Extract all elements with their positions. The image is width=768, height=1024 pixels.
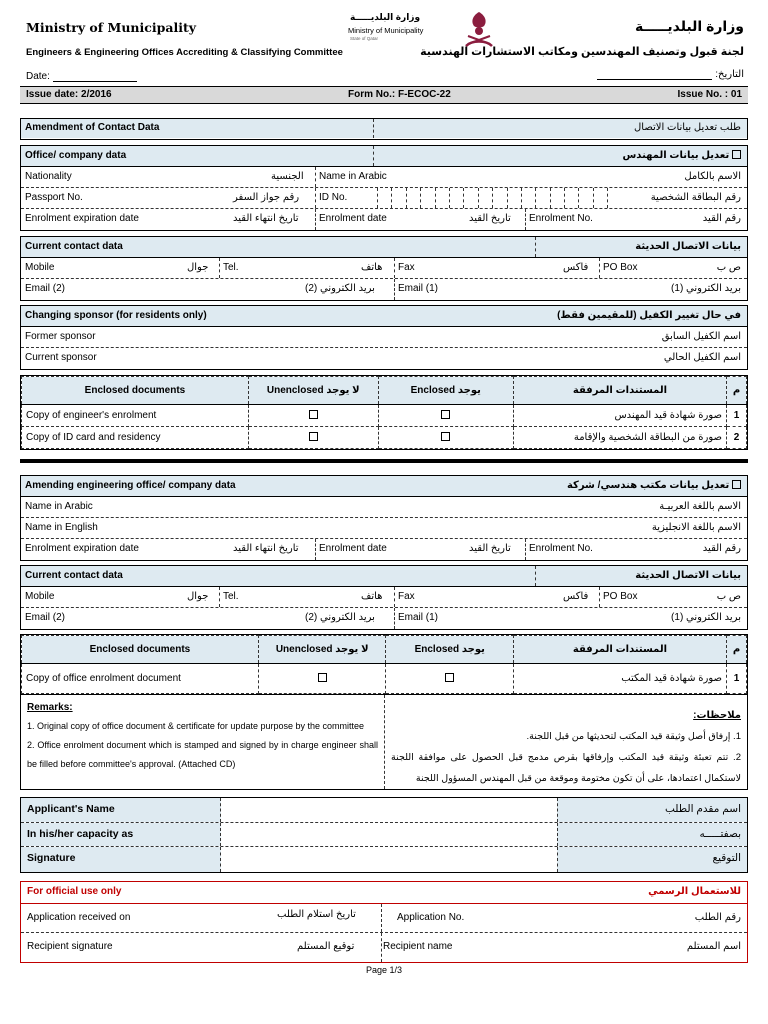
- remark-item-2-ar: 2. تتم تعبئة وثيقة قيد المكتب وإرفاقها بقرص مدمج قبل الحصول على موافقة اللجنة لاستكمال اعتمادها، على أن تكون مختومة وموقعة من قبل المهندس المسؤول اللجنة: [391, 752, 741, 784]
- received-on-label-ar: تاريخ استلام الطلب: [277, 909, 356, 920]
- application-no-label-ar: رقم الطلب: [694, 912, 741, 923]
- unenclosed-header: Unenclosed لا يوجد: [248, 377, 378, 405]
- office-expiration-label-ar: تاريخ انتهاء القيد: [233, 543, 299, 554]
- section-divider: [20, 459, 748, 463]
- nationality-label-ar: الجنسية: [271, 171, 304, 182]
- ministry-name-ar: وزارة البلديـــــة: [634, 18, 744, 34]
- committee-name-en: Engineers & Engineering Offices Accrediting & Classifying Committee: [26, 47, 343, 58]
- office-name-arabic-label-ar: الاسم باللغة العربيـة: [659, 501, 741, 512]
- office-enrolment-no-label-ar: رقم القيد: [702, 543, 741, 554]
- office-enrolment-date-label-en: Enrolment date: [319, 543, 387, 554]
- signature-label-en: Signature: [21, 847, 221, 872]
- date-input-line-ar[interactable]: [597, 70, 712, 80]
- recipient-signature-label-ar: توقيع المستلم: [297, 941, 355, 952]
- row-number: 2: [727, 427, 747, 449]
- official-title-en: For official use only: [27, 886, 122, 897]
- capacity-label-en: In his/her capacity as: [21, 823, 221, 847]
- email2-label-ar: بريد الكتروني (2): [305, 283, 375, 294]
- id-label-ar: رقم البطاقة الشخصية: [650, 192, 741, 203]
- pobox-label-en: PO Box: [603, 591, 638, 602]
- doc-name-en: Copy of engineer's enrolment: [22, 405, 249, 427]
- signature-input[interactable]: [221, 847, 557, 872]
- email1-label-ar: بريد الكتروني (1): [671, 283, 741, 294]
- remarks-ar: [385, 695, 747, 789]
- office-name-english-label-en: Name in English: [25, 522, 98, 533]
- row-number: 1: [727, 664, 747, 694]
- header-english: [26, 20, 343, 82]
- name-arabic-label-en: Name in Arabic: [319, 171, 387, 182]
- form-number: Form No.: F-ECOC-22: [348, 89, 451, 100]
- doc-name-ar: صورة من البطاقة الشخصية والإقامة: [513, 427, 726, 449]
- row-number: 1: [727, 405, 747, 427]
- current-sponsor-label-en: Current sponsor: [25, 352, 97, 363]
- enclosed-header: Enclosed يوجد: [378, 377, 513, 405]
- enclosed-docs-table-1: [20, 375, 748, 450]
- enclosed-header: Enclosed يوجد: [386, 636, 514, 664]
- enclosed-docs-table-2: [20, 634, 748, 695]
- table-row: [22, 664, 747, 694]
- amendment-title-en: Amendment of Contact Data: [25, 122, 160, 133]
- doc-name-en: Copy of office enrolment document: [22, 664, 259, 694]
- contact-title-ar: بيانات الاتصال الحديثة: [635, 241, 741, 252]
- official-use-section: [20, 881, 748, 963]
- applicant-name-input[interactable]: [221, 798, 557, 822]
- enrolment-date-label-en: Enrolment date: [319, 213, 387, 224]
- passport-label-ar: رقم جواز السفر: [233, 192, 300, 203]
- page-number: Page 1/3: [365, 965, 403, 975]
- remarks-en: [21, 695, 385, 789]
- received-on-label-en: Application received on: [27, 912, 131, 923]
- sponsor-section: [20, 305, 748, 370]
- checkbox-icon[interactable]: [732, 480, 741, 489]
- recipient-signature-label-en: Recipient signature: [27, 941, 113, 952]
- tel-label-ar: هاتف: [361, 262, 383, 273]
- contact-title-en: Current contact data: [25, 570, 123, 581]
- remark-item-1-ar: 1. إرفاق أصل وثيقة قيد المكتب لتحديثها من قبل اللجنة.: [526, 731, 741, 742]
- office-data-section: [20, 475, 748, 561]
- docs-header-ar: المستندات المرفقة: [513, 636, 726, 664]
- tel-label-ar: هاتف: [361, 591, 383, 602]
- engineer-section-title-ar: تعديل بيانات المهندس: [623, 150, 742, 161]
- table-row: [22, 427, 747, 449]
- office-section-title-ar: تعديل بيانات مكتب هندسي/ شركة: [567, 480, 741, 491]
- mobile-label-en: Mobile: [25, 591, 55, 602]
- id-digit-cells[interactable]: [377, 188, 622, 208]
- applicant-section: [20, 797, 748, 873]
- enclosed-checkbox[interactable]: [441, 432, 450, 441]
- amendment-title-box: [20, 118, 748, 140]
- unenclosed-checkbox[interactable]: [309, 432, 318, 441]
- email2-label-ar: بريد الكتروني (2): [305, 612, 375, 623]
- id-label-en: ID No.: [319, 192, 348, 203]
- nationality-label-en: Nationality: [25, 171, 72, 182]
- fax-label-ar: فاكس: [563, 591, 589, 602]
- remarks-title-ar: ملاحظات:: [693, 710, 741, 721]
- email2-label-en: Email (2): [25, 283, 66, 294]
- tel-label-en: Tel.: [223, 591, 239, 602]
- docs-header-en: Enclosed documents: [22, 377, 249, 405]
- date-field-en: [26, 71, 343, 82]
- unenclosed-checkbox[interactable]: [309, 410, 318, 419]
- email2-label-en: Email (2): [25, 612, 66, 623]
- pobox-label-ar: ص ب: [716, 262, 741, 273]
- committee-name-ar: لجنة قبول وتصنيف المهندسين ومكاتب الاستشارات الهندسية: [420, 46, 744, 58]
- former-sponsor-label-en: Former sponsor: [25, 331, 96, 342]
- number-header: م: [727, 636, 747, 664]
- contact-title-en: Current contact data: [25, 241, 123, 252]
- email1-label-en: Email (1): [398, 283, 439, 294]
- enrolment-no-label-en: Enrolment No.: [529, 213, 593, 224]
- mobile-label-en: Mobile: [25, 262, 55, 273]
- mobile-label-ar: جوال: [187, 591, 209, 602]
- remarks-section: [20, 694, 748, 790]
- logo-text-en: Ministry of Municipality: [348, 26, 424, 35]
- doc-name-en: Copy of ID card and residency: [22, 427, 249, 449]
- ministry-name-en: Ministry of Municipality: [26, 20, 196, 35]
- date-label-ar: التاريخ:: [715, 69, 744, 80]
- mobile-label-ar: جوال: [187, 262, 209, 273]
- enclosed-checkbox[interactable]: [445, 673, 454, 682]
- engineer-data-section: [20, 145, 748, 231]
- office-enrolment-no-label-en: Enrolment No.: [529, 543, 593, 554]
- engineer-section-title-en: Office/ company data: [25, 150, 127, 161]
- passport-label-en: Passport No.: [25, 192, 83, 203]
- email1-label-ar: بريد الكتروني (1): [671, 612, 741, 623]
- fax-label-ar: فاكس: [563, 262, 589, 273]
- docs-header-en: Enclosed documents: [22, 636, 259, 664]
- issue-date: Issue date: 2/2016: [26, 89, 112, 100]
- doc-name-ar: صورة شهادة قيد المهندس: [513, 405, 726, 427]
- enclosed-checkbox[interactable]: [441, 410, 450, 419]
- applicant-name-label-ar: اسم مقدم الطلب: [557, 798, 747, 822]
- office-name-arabic-label-en: Name in Arabic: [25, 501, 93, 512]
- table-row: [22, 405, 747, 427]
- unenclosed-header: Unenclosed لا يوجد: [258, 636, 386, 664]
- issue-number: Issue No. : 01: [677, 89, 742, 100]
- recipient-name-label-ar: اسم المستلم: [686, 941, 741, 952]
- capacity-input[interactable]: [221, 823, 557, 847]
- amendment-title-ar: طلب تعديل بيانات الاتصال: [634, 122, 741, 133]
- number-header: م: [727, 377, 747, 405]
- former-sponsor-label-ar: اسم الكفيل السابق: [661, 331, 741, 342]
- docs-header-ar: المستندات المرفقة: [513, 377, 726, 405]
- application-no-label-en: Application No.: [397, 912, 465, 923]
- sponsor-title-ar: في حال تغيير الكفيل (للمقيمين فقط): [557, 310, 741, 321]
- sponsor-title-en: Changing sponsor (for residents only): [25, 310, 207, 321]
- signature-label-ar: التوقيع: [557, 847, 747, 872]
- name-arabic-label-ar: الاسم بالكامل: [684, 171, 741, 182]
- office-enrolment-date-label-ar: تاريخ القيد: [469, 543, 511, 554]
- pobox-label-ar: ص ب: [716, 591, 741, 602]
- tel-label-en: Tel.: [223, 262, 239, 273]
- pobox-label-en: PO Box: [603, 262, 638, 273]
- current-sponsor-label-ar: اسم الكفيل الحالي: [663, 352, 741, 363]
- logo-text-ar: وزارة البلديـــــة: [350, 12, 421, 22]
- contact-section-1: [20, 236, 748, 301]
- office-expiration-label-en: Enrolment expiration date: [25, 543, 139, 554]
- official-title-ar: للاستعمال الرسمي: [648, 886, 741, 897]
- header-arabic: [420, 18, 744, 80]
- fax-label-en: Fax: [398, 591, 415, 602]
- date-field-ar: [420, 69, 744, 80]
- email1-label-en: Email (1): [398, 612, 439, 623]
- contact-section-2: [20, 565, 748, 630]
- office-section-title-en: Amending engineering office/ company data: [25, 480, 236, 491]
- enrolment-no-label-ar: رقم القيد: [702, 213, 741, 224]
- remark-item-1-en: 1. Original copy of office document & certificate for update purpose by the committee: [27, 721, 365, 731]
- remarks-title-en: Remarks:: [27, 702, 73, 713]
- fax-label-en: Fax: [398, 262, 415, 273]
- logo-subtext: State of Qatar: [350, 36, 379, 41]
- capacity-label-ar: بصفتـــــه: [557, 823, 747, 847]
- remark-item-2-en: 2. Office enrolment document which is stamped and signed by in charge engineer shall be filled before committee's approval. (Attached CD): [27, 740, 378, 769]
- checkbox-icon[interactable]: [732, 150, 741, 159]
- unenclosed-checkbox[interactable]: [318, 673, 327, 682]
- office-name-english-label-ar: الاسم باللغة الانجليزية: [651, 522, 741, 533]
- date-label-en: Date:: [26, 71, 50, 82]
- expiration-label-ar: تاريخ انتهاء القيد: [233, 213, 299, 224]
- enrolment-date-label-ar: تاريخ القيد: [469, 213, 511, 224]
- issue-bar: [20, 86, 748, 104]
- recipient-name-label-en: Recipient name: [383, 941, 453, 952]
- contact-title-ar: بيانات الاتصال الحديثة: [635, 570, 741, 581]
- date-input-line-en[interactable]: [53, 72, 137, 82]
- expiration-label-en: Enrolment expiration date: [25, 213, 139, 224]
- doc-name-ar: صورة شهادة قيد المكتب: [513, 664, 726, 694]
- applicant-name-label-en: Applicant's Name: [21, 798, 221, 822]
